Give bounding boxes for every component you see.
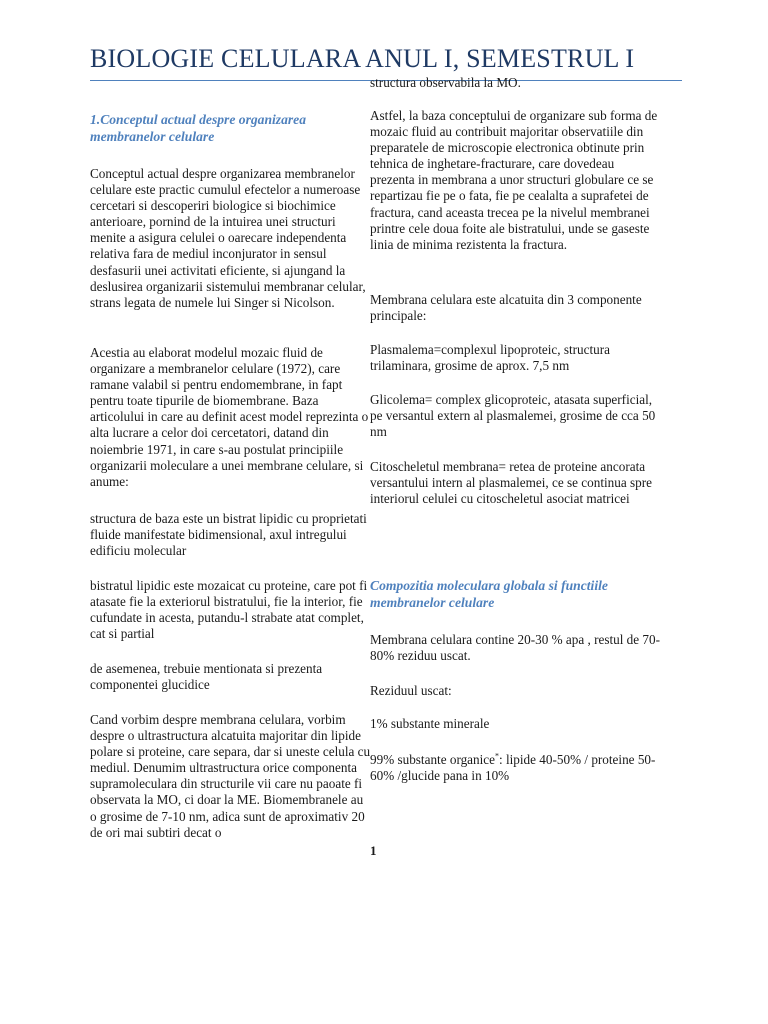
paragraph: Cand vorbim despre membrana celulara, vorbim despre o ultrastructura alcatuita majoritar din lipide polare si proteine, care separa, dar si uneste celula cu mediul. Denumim ultrastructura orice componenta supramoleculara din structurile vii care nu paoate fi observata la MO, ci doar la ME. Biomembranele au o grosime de 7-10 nm, adica sunt de aproximativ 20 de ori mai subtiri decat o (90, 712, 371, 840)
section-heading-composition: Compozitia moleculara globala si functiile membranelor celulare (370, 578, 608, 610)
paragraph: 1% substante minerale (370, 716, 490, 731)
section-heading-concept: 1.Conceptul actual despre organizarea membranelor celulare (90, 112, 306, 144)
paragraph: Membrana celulara este alcatuita din 3 componente principale: (370, 292, 642, 324)
paragraph: Acestia au elaborat modelul mozaic fluid de organizare a membranelor celulare (1972), care ramane valabil si pentru endomembrane, in fapt pentru toate tipurile de biomembrane. Baza articolului in care au definit acest model reprezinta o alta lucrare a celor doi cercetatori, datand din noiembrie 1971, in care s-au postulat principiile organizarii moleculare a unei membrane celulare, si anume: (90, 345, 369, 489)
paragraph: Citoscheletul membrana= retea de proteine ancorata versantului intern al plasmalemei, ce se continua spre interiorul celulei cu citoscheletul asociat matricei (370, 459, 652, 507)
footnote-marker: * (495, 751, 500, 761)
text-run: 99% substante organice (370, 752, 496, 767)
text-run: : lipide 40-50% / proteine 50-60% /glucide pana in 10% (370, 752, 656, 784)
paragraph: Glicolema= complex glicoproteic, atasata superficial, pe versantul extern al plasmalemei, grosime de cca 50 nm (370, 392, 656, 440)
paragraph: Membrana celulara contine 20-30 % apa , restul de 70-80% reziduu uscat. (370, 632, 661, 664)
paragraph: Reziduul uscat: (370, 683, 452, 698)
paragraph (370, 752, 660, 784)
paragraph: Astfel, la baza conceptului de organizare sub forma de mozaic fluid au contribuit majoritar observatiile din preparatele de microscopie electronica obtinute prin tehnica de inghetare-fracturare, care dovedeau prezenta in membrana a unor structuri globulare ce se repartizau fie pe o fata, fie pe cealalta a suprafetei de fractura, cand aceasta trecea pe la nivelul membranei printre cele doua foite ale bistratului, unde se gaseste linia de minima rezistenta la fractura. (370, 108, 658, 252)
paragraph: de asemenea, trebuie mentionata si prezenta componentei glucidice (90, 661, 323, 693)
paragraph: Plasmalema=complexul lipoproteic, structura trilaminara, grosime de aprox. 7,5 nm (370, 342, 610, 374)
paragraph: Conceptul actual despre organizarea membranelor celulare este practic cumulul efectelor a numeroase cercetari si descoperiri biologice si biochimice anterioare, pornind de la intuirea unei structuri menite a asigura celulei o oarecare independenta relativa fara de mediul inconjurator in sensul desfasurii unei activitati eficiente, si ajungand la deslusirea organizarii sistemului membranar celular, strans legata de numele lui Singer si Nicolson. (90, 166, 366, 310)
paragraph: structura de baza este un bistrat lipidic cu proprietati fluide manifestate bidimensional, axul intregului edificiu molecular (90, 511, 367, 559)
paragraph: bistratul lipidic este mozaicat cu proteine, care pot fi atasate fie la exteriorul bistratului, fie la interior, fie cufundate in acesta, putandu-l strabate atat complet, cat si partial (90, 578, 368, 642)
page-number: 1 (370, 843, 377, 858)
page-title: BIOLOGIE CELULARA ANUL I, SEMESTRUL I (90, 44, 635, 73)
paragraph-continuation: structura observabila la MO. (370, 75, 521, 90)
